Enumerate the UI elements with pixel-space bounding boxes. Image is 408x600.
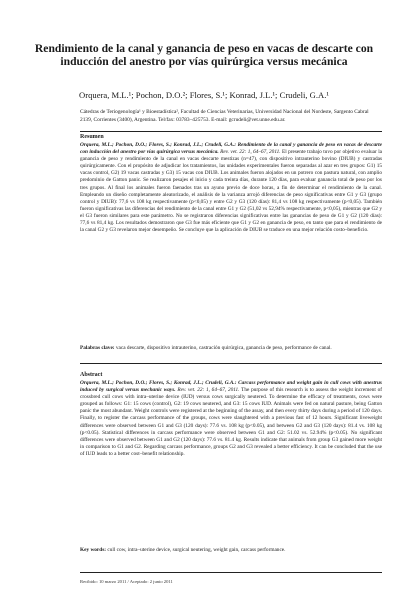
resumen-heading: Resumen — [80, 134, 104, 140]
abstract-heading: Abstract — [80, 372, 103, 378]
article-title: Rendimiento de la canal y ganancia de peso en vacas de descarte con inducción del anestro por vías quirúrgica versus mecánica — [34, 42, 374, 68]
divider-top — [80, 131, 382, 132]
keywords-label: Key words: — [80, 547, 107, 553]
palabras-clave — [80, 345, 382, 352]
divider-middle — [80, 363, 382, 364]
keywords — [80, 547, 382, 554]
affiliation: Cátedras de Teriogenología¹ y Bioestadística², Facultad de Ciencias Veterinarias, Universidad Nacional del Nordeste, Sargento Cabral 2139, Corrientes (3400), Argentina. Tel/fax: 03783–425753. E-mail: gcrudeli@vet.unne.edu.ar. — [80, 109, 369, 123]
palabras-clave-label: Palabras clave: — [80, 345, 115, 351]
abstract-citation: Orquera, M.L.; Pochon, D.O.; Flores, S.; Konrad, J.L.; Crudeli, G.A.: Carcass performance and weight gain in cull cows with anestrus induced by surgical versus mechanic ways. — [80, 380, 382, 394]
keywords-text: cull cow, intra–uterine device, surgical neutering, weight gain, carcass performance. — [107, 547, 286, 553]
resumen-citation: Orquera, M.L.; Pochon, D.O.; Flores, S.; Konrad, J.L.; Crudeli, G.A.: Rendimiento de la canal y ganancia de peso en vacas de descarte con inducción del anestro por vías quirúrgica versus mecánica. — [80, 142, 382, 156]
resumen-text: El presente trabajo tuvo por objetivo evaluar la ganancia de peso y rendimiento de la canal en vacas descarte mestizas (n=47), con dispositivo intrauterino bovino (DIUB) y castradas quirúrgicamente. Con el propósito de adjudicar los tratamientos, las unidades experimentales fueron separadas al azar en tres grupos: G1) 15 vacas control, G2) 19 vacas castradas y G3) 15 vacas con DIUB. Los animales fueron alojados en un potrero con pastura natural, con amplio predominio de Gatton panic. Se realizaron pesajes el inicio y cada treinta días, durante 120 días, para evaluar ganancia total de peso por los tres grupos. Al final los animales fueron faenados tras un ayuno previo de doce horas, a fin de determinar el rendimiento de la canal. Empleando un diseño completamente aleatorizado, el análisis de la varianza arrojó diferencias de peso significativas entre G1 y G3 (grupo control y DIUB): 77,6 vs 108 kg respectivamente (p<0,05) y entre G2 y G3 (120 días): 81,4 vs 108 kg respectivamente (p<0,05). También fueron significativas las diferencias del rendimiento de la canal entre G1 y G2 (51,02 vs 52,94% respectivamente, p<0,05), mientras que G2 y el G3 fueron similares para este parámetro. No se registraron diferencias significativas entre las ganancias de peso de G1 y G2 (120 días): 77,6 vs 81,4 kg. Los resultados demostraron que G3 fue más eficiente que G1 y G2 en ganancia de peso, en tanto que para el rendimiento de la canal G2 y G3 revelaron mejor desempeño. Se concluye que la aplicación de DIUB se traduce en una mejor relación costo–beneficio. — [80, 149, 383, 234]
abstract-body — [80, 380, 382, 458]
divider-bottom — [80, 572, 382, 573]
received-accepted-dates: Recibido: 10 marzo 2011 / Aceptado: 2 junio 2011 — [80, 579, 173, 584]
abstract-journal-ref: Rev. vet. 22: 1, 64–67, 2011. — [177, 387, 240, 394]
resumen-journal-ref: Rev. vet. 22: 1, 64–67, 2011. — [220, 149, 281, 156]
palabras-clave-text: vaca descarte, dispositivo intrauterino, castración quirúrgica, ganancia de peso, performance de canal. — [115, 345, 332, 351]
author-list: Orquera, M.L.¹; Pochon, D.O.²; Flores, S.¹; Konrad, J.L.¹; Crudeli, G.A.¹ — [79, 90, 329, 100]
resumen-body — [80, 142, 382, 234]
abstract-text: The purpose of this research is to assess the weight increment of crossbred cull cows with intra–uterine device (IUD) versus cows surgically neutered. To determine the efficacy of treatments, cows were grouped as follows: G1: 15 cows (control), G2: 19 cows neutered, and G3: 15 cows IUD. Animals were fed on natural pasture, being Gatton panic the most abundant. Weight controls were registered at the beginning of the assay, and then every thirty days during a period of 120 days. Finally, to register the carcass performance of the groups, cows were slaughtered with a previous fast of 12 hours. Significant liveweight differences were observed between G1 and G3 (120 days): 77.6 vs. 108 kg (p<0.05), and between G2 and G3 (120 days): 81.4 vs. 108 kg (p<0.05). Statistical differences in carcass performance were observed between G1 and G2: 51.02 vs. 52.94% (p<0.05). No significant differences were observed between G1 and G2 (120 days): 77.6 vs. 81.4 kg. Results indicate that animals from group G3 gained more weight in comparison to G1 and G2. Regarding carcass performance, groups G2 and G3 revealed a better efficiency. It can be concluded that the use of IUD leads to a better cost–benefit relationship. — [80, 387, 382, 457]
